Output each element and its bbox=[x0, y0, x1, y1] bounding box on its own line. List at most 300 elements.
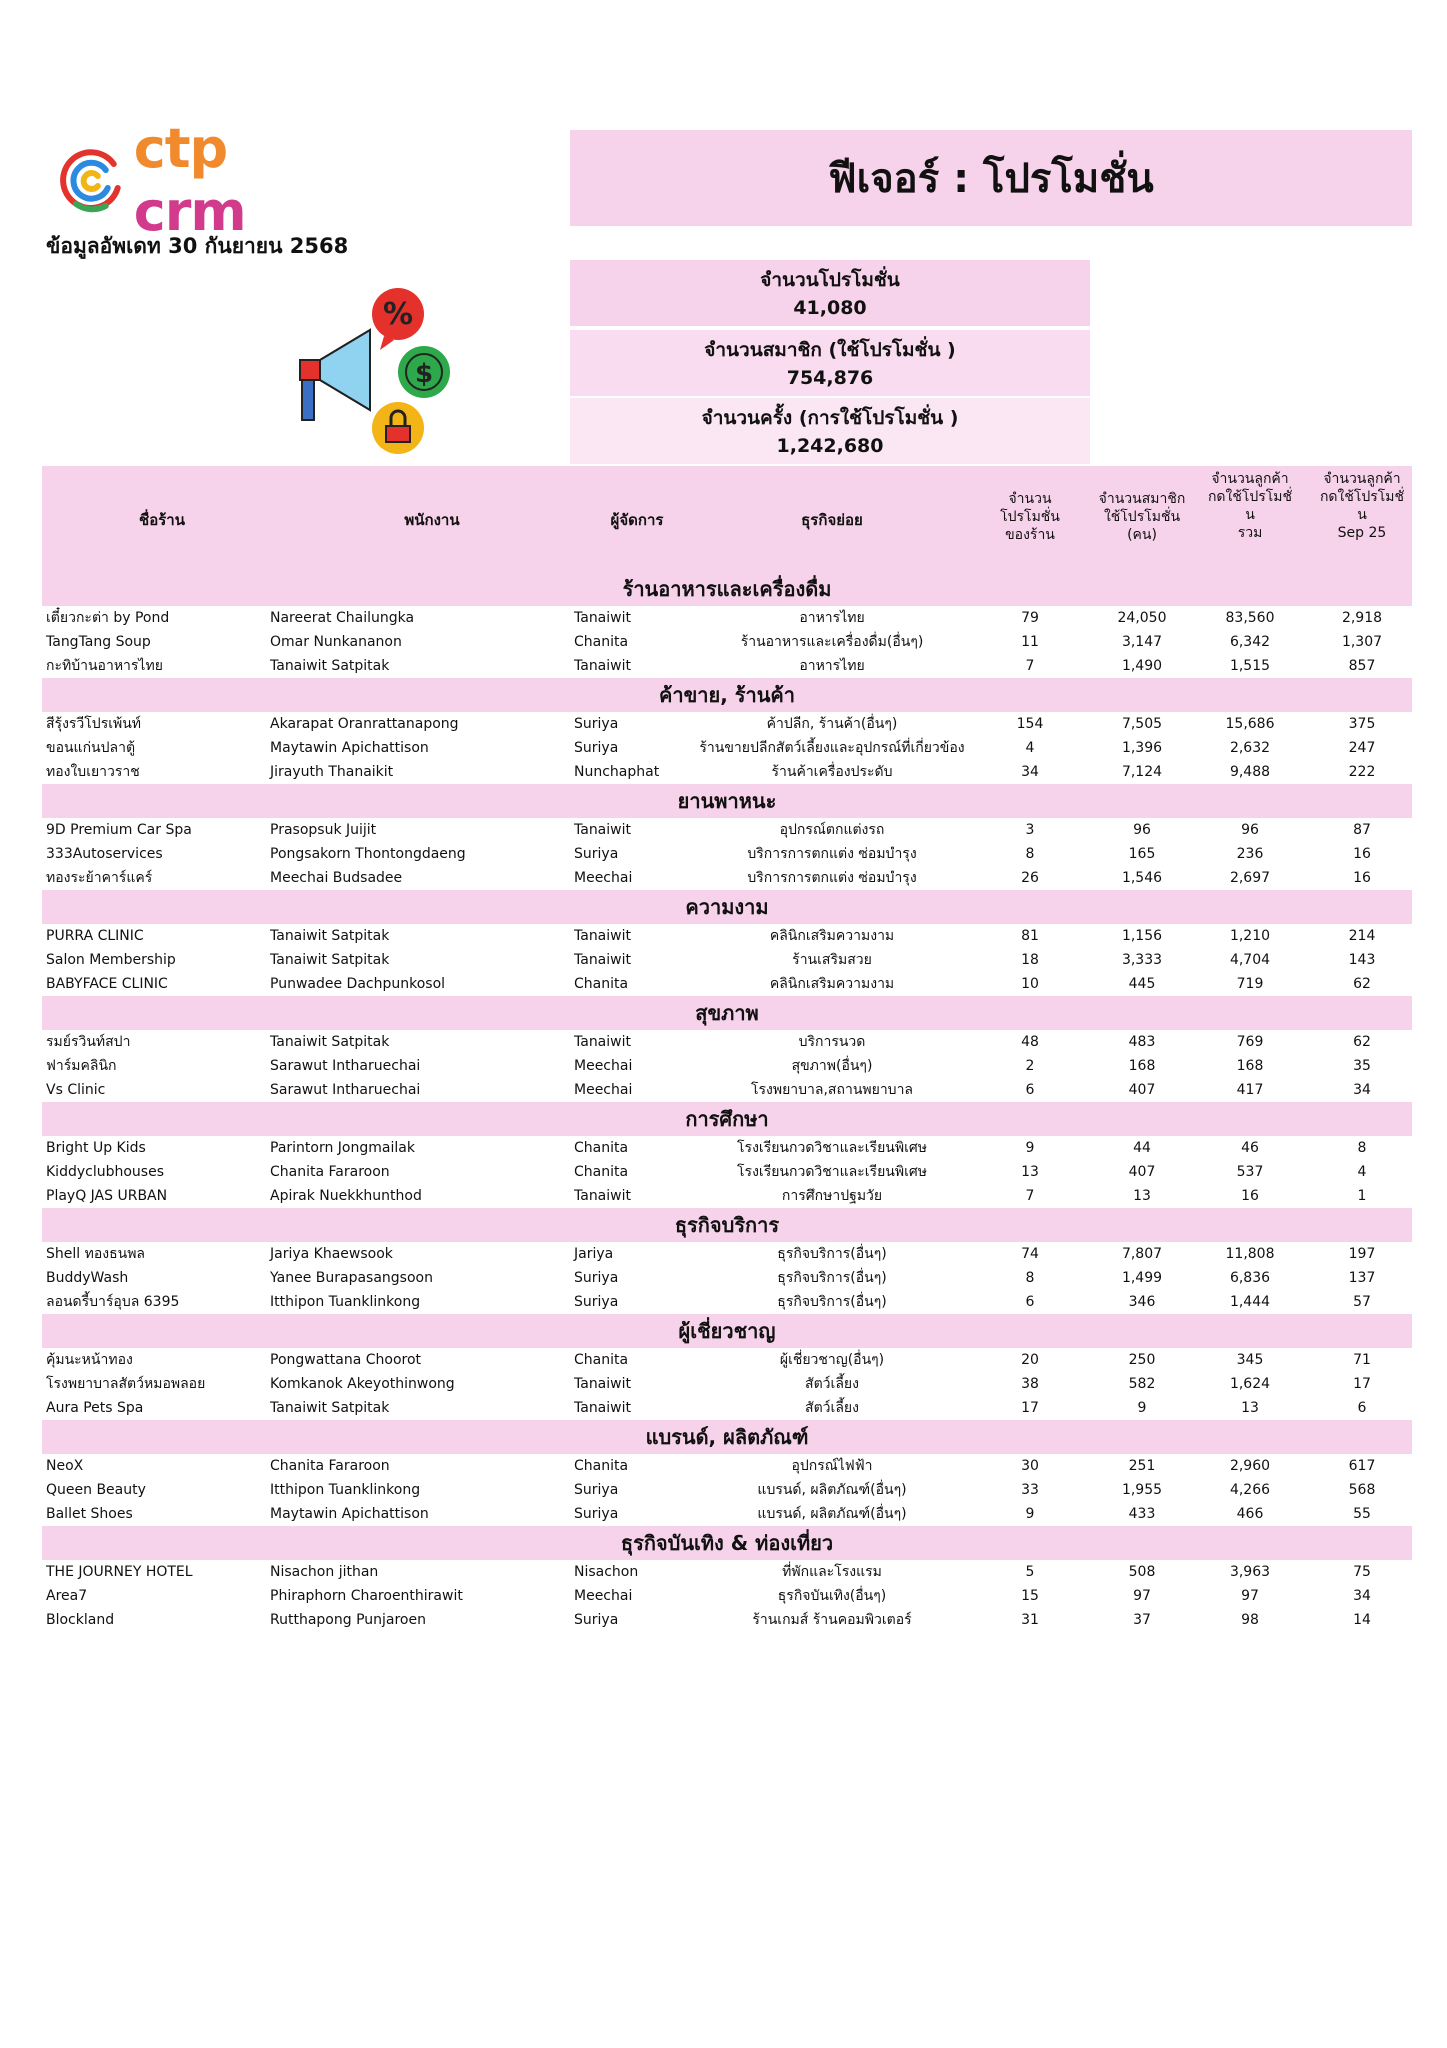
member-count: 7,807 bbox=[1121, 1246, 1163, 1262]
sub-business: สุขภาพ(อื่นๆ) bbox=[791, 1058, 873, 1074]
member-count: 9 bbox=[1137, 1400, 1147, 1416]
logo-text: ctp crm bbox=[133, 117, 246, 243]
table-row bbox=[42, 866, 1412, 890]
customer-month: 16 bbox=[1353, 846, 1371, 862]
category-header: ธุรกิจบริการ bbox=[42, 1208, 1412, 1242]
category-header: การศึกษา bbox=[42, 1102, 1412, 1136]
manager-name: Chanita bbox=[574, 1458, 629, 1474]
col-members: จำนวนสมาชิก ใช้โปรโมชั่น (คน) bbox=[1098, 491, 1186, 543]
sub-business: การศึกษาปฐมวัย bbox=[781, 1188, 883, 1204]
shop-name: คุ้มนะหน้าทอง bbox=[46, 1352, 133, 1368]
customer-total: 97 bbox=[1241, 1588, 1259, 1604]
customer-month: 857 bbox=[1348, 658, 1376, 674]
promo-count: 30 bbox=[1021, 1458, 1039, 1474]
customer-month: 71 bbox=[1353, 1352, 1371, 1368]
shop-name: ฟาร์มคลินิก bbox=[46, 1058, 117, 1074]
table-row bbox=[42, 1184, 1412, 1208]
member-count: 1,396 bbox=[1121, 740, 1163, 756]
employee-name: Rutthapong Punjaroen bbox=[270, 1612, 426, 1628]
table-row bbox=[42, 1030, 1412, 1054]
table-row bbox=[42, 606, 1412, 630]
member-count: 346 bbox=[1128, 1294, 1156, 1310]
manager-name: Suriya bbox=[574, 1482, 619, 1498]
sub-business: อุปกรณ์ไฟฟ้า bbox=[791, 1458, 873, 1474]
shop-name: Bright Up Kids bbox=[46, 1140, 146, 1156]
sub-business: ที่พักและโรงแรม bbox=[782, 1564, 882, 1580]
customer-month: 214 bbox=[1348, 928, 1376, 944]
employee-name: Punwadee Dachpunkosol bbox=[270, 976, 446, 992]
manager-name: Meechai bbox=[574, 1082, 633, 1098]
table-row bbox=[42, 1560, 1412, 1584]
table-row bbox=[42, 972, 1412, 996]
employee-name: Jariya Khaewsook bbox=[270, 1246, 393, 1262]
member-count: 445 bbox=[1128, 976, 1156, 992]
col-customers-month: จำนวนลูกค้า กดใช้โปรโมชั่ น Sep 25 bbox=[1319, 471, 1405, 541]
member-count: 1,955 bbox=[1121, 1482, 1163, 1498]
table-row bbox=[42, 1290, 1412, 1314]
promo-count: 17 bbox=[1021, 1400, 1039, 1416]
shop-name: ขอนแก่นปลาตู้ bbox=[46, 740, 136, 756]
manager-name: Chanita bbox=[574, 1140, 629, 1156]
member-count: 7,505 bbox=[1121, 716, 1163, 732]
member-count: 3,147 bbox=[1121, 634, 1163, 650]
shop-name: 9D Premium Car Spa bbox=[46, 822, 192, 838]
customer-total: 537 bbox=[1236, 1164, 1264, 1180]
promo-count: 38 bbox=[1021, 1376, 1039, 1392]
member-count: 483 bbox=[1128, 1034, 1156, 1050]
sub-business: โรงเรียนกวดวิชาและเรียนพิเศษ bbox=[737, 1140, 927, 1156]
sub-business: อาหารไทย bbox=[799, 610, 865, 626]
member-count: 1,546 bbox=[1121, 870, 1163, 886]
table-row bbox=[42, 1078, 1412, 1102]
promo-count: 81 bbox=[1021, 928, 1039, 944]
svg-text:$: $ bbox=[414, 359, 434, 389]
customer-month: 4 bbox=[1357, 1164, 1367, 1180]
manager-name: Tanaiwit bbox=[574, 822, 631, 838]
sub-business: ร้านขายปลีกสัตว์เลี้ยงและอุปกรณ์ที่เกี่ยวข้อง bbox=[699, 740, 965, 756]
employee-name: Chanita Fararoon bbox=[270, 1458, 390, 1474]
table-row bbox=[42, 1242, 1412, 1266]
category-header: ธุรกิจบันเทิง & ท่องเที่ยว bbox=[42, 1526, 1412, 1560]
customer-total: 15,686 bbox=[1225, 716, 1275, 732]
table-row bbox=[42, 842, 1412, 866]
col-manager: ผู้จัดการ bbox=[610, 511, 664, 529]
ctp-swirl-icon bbox=[56, 144, 128, 216]
member-count: 44 bbox=[1133, 1140, 1151, 1156]
category-header: ร้านอาหารและเครื่องดื่ม bbox=[42, 572, 1412, 606]
customer-month: 2,918 bbox=[1341, 610, 1383, 626]
shop-name: Kiddyclubhouses bbox=[46, 1164, 164, 1180]
manager-name: Suriya bbox=[574, 846, 619, 862]
customer-total: 3,963 bbox=[1229, 1564, 1271, 1580]
customer-total: 719 bbox=[1236, 976, 1264, 992]
employee-name: Chanita Fararoon bbox=[270, 1164, 390, 1180]
member-count: 7,124 bbox=[1121, 764, 1163, 780]
manager-name: Meechai bbox=[574, 1058, 633, 1074]
sub-business: แบรนด์, ผลิตภัณฑ์(อื่นๆ) bbox=[757, 1482, 907, 1498]
manager-name: Meechai bbox=[574, 870, 633, 886]
manager-name: Suriya bbox=[574, 740, 619, 756]
customer-month: 137 bbox=[1348, 1270, 1376, 1286]
employee-name: Phiraphorn Charoenthirawit bbox=[270, 1588, 463, 1604]
sub-business: อาหารไทย bbox=[799, 658, 865, 674]
promo-count: 2 bbox=[1025, 1058, 1035, 1074]
shop-name: กะทิบ้านอาหารไทย bbox=[46, 658, 163, 674]
customer-total: 4,266 bbox=[1229, 1482, 1271, 1498]
customer-month: 34 bbox=[1353, 1082, 1371, 1098]
member-count: 3,333 bbox=[1121, 952, 1163, 968]
promo-count: 48 bbox=[1021, 1034, 1039, 1050]
table-row bbox=[42, 1266, 1412, 1290]
promo-count: 33 bbox=[1021, 1482, 1039, 1498]
table-body bbox=[42, 572, 1412, 1632]
table-row bbox=[42, 1136, 1412, 1160]
table-row bbox=[42, 1454, 1412, 1478]
customer-total: 2,632 bbox=[1229, 740, 1271, 756]
sub-business: ธุรกิจบันเทิง(อื่นๆ) bbox=[777, 1588, 887, 1604]
sub-business: บริการการตกแต่ง ซ่อมบำรุง bbox=[747, 846, 917, 862]
customer-month: 375 bbox=[1348, 716, 1376, 732]
employee-name: Pongsakorn Thontongdaeng bbox=[270, 846, 466, 862]
employee-name: Maytawin Apichattison bbox=[270, 1506, 429, 1522]
table-row bbox=[42, 1160, 1412, 1184]
member-count: 407 bbox=[1128, 1082, 1156, 1098]
member-count: 251 bbox=[1128, 1458, 1156, 1474]
customer-total: 236 bbox=[1236, 846, 1264, 862]
col-employee: พนักงาน bbox=[404, 511, 460, 529]
customer-total: 6,342 bbox=[1229, 634, 1271, 650]
member-count: 433 bbox=[1128, 1506, 1156, 1522]
customer-total: 6,836 bbox=[1229, 1270, 1271, 1286]
sub-business: สัตว์เลี้ยง bbox=[805, 1400, 859, 1416]
sub-business: ร้านค้าเครื่องประดับ bbox=[771, 764, 893, 780]
shop-name: สีรุ้งรวีโปรเพ้นท์ bbox=[46, 716, 142, 732]
promo-count: 79 bbox=[1021, 610, 1039, 626]
update-date: ข้อมูลอัพเดท 30 กันยายน 2568 bbox=[46, 234, 349, 258]
member-count: 407 bbox=[1128, 1164, 1156, 1180]
manager-name: Tanaiwit bbox=[574, 610, 631, 626]
stat-promotion-count bbox=[570, 260, 1090, 326]
employee-name: Jirayuth Thanaikit bbox=[270, 764, 394, 780]
customer-total: 11,808 bbox=[1225, 1246, 1275, 1262]
shop-name: TangTang Soup bbox=[46, 634, 151, 650]
shop-name: PURRA CLINIC bbox=[46, 928, 144, 944]
customer-total: 98 bbox=[1241, 1612, 1259, 1628]
col-shop: ชื่อร้าน bbox=[139, 511, 185, 529]
manager-name: Suriya bbox=[574, 1612, 619, 1628]
employee-name: Itthipon Tuanklinkong bbox=[270, 1482, 421, 1498]
customer-month: 62 bbox=[1353, 976, 1371, 992]
customer-total: 9,488 bbox=[1229, 764, 1271, 780]
shop-name: Vs Clinic bbox=[46, 1082, 106, 1098]
employee-name: Apirak Nuekkhunthod bbox=[270, 1188, 422, 1204]
promo-count: 8 bbox=[1025, 1270, 1035, 1286]
member-count: 508 bbox=[1128, 1564, 1156, 1580]
category-header: ความงาม bbox=[42, 890, 1412, 924]
member-count: 582 bbox=[1128, 1376, 1156, 1392]
table-row bbox=[42, 1054, 1412, 1078]
manager-name: Tanaiwit bbox=[574, 1400, 631, 1416]
shop-name: ทองระย้าคาร์แคร์ bbox=[46, 870, 153, 886]
promo-count: 5 bbox=[1025, 1564, 1035, 1580]
employee-name: Tanaiwit Satpitak bbox=[270, 1034, 390, 1050]
customer-total: 1,624 bbox=[1229, 1376, 1271, 1392]
sub-business: ธุรกิจบริการ(อื่นๆ) bbox=[777, 1246, 887, 1262]
table-header bbox=[42, 466, 1412, 572]
employee-name: Tanaiwit Satpitak bbox=[270, 952, 390, 968]
shop-name: Shell ทองธนพล bbox=[46, 1246, 145, 1262]
table-row bbox=[42, 924, 1412, 948]
customer-total: 1,444 bbox=[1229, 1294, 1271, 1310]
customer-month: 34 bbox=[1353, 1588, 1371, 1604]
member-count: 37 bbox=[1133, 1612, 1151, 1628]
shop-name: PlayQ JAS URBAN bbox=[46, 1188, 168, 1204]
manager-name: Chanita bbox=[574, 976, 629, 992]
member-count: 24,050 bbox=[1117, 610, 1167, 626]
category-header: ผู้เชี่ยวชาญ bbox=[42, 1314, 1412, 1348]
category-header: สุขภาพ bbox=[42, 996, 1412, 1030]
manager-name: Nisachon bbox=[574, 1564, 639, 1580]
manager-name: Tanaiwit bbox=[574, 952, 631, 968]
shop-name: Aura Pets Spa bbox=[46, 1400, 144, 1416]
customer-month: 197 bbox=[1348, 1246, 1376, 1262]
manager-name: Tanaiwit bbox=[574, 1376, 631, 1392]
shop-name: ลอนดรี้บาร์อุบล 6395 bbox=[46, 1294, 180, 1310]
member-count: 165 bbox=[1128, 846, 1156, 862]
employee-name: Maytawin Apichattison bbox=[270, 740, 429, 756]
employee-name: Tanaiwit Satpitak bbox=[270, 1400, 390, 1416]
table-row bbox=[42, 760, 1412, 784]
table-row bbox=[42, 654, 1412, 678]
employee-name: Itthipon Tuanklinkong bbox=[270, 1294, 421, 1310]
promo-count: 7 bbox=[1025, 658, 1035, 674]
manager-name: Suriya bbox=[574, 1270, 619, 1286]
shop-name: เตี๋ยวกะต่า by Pond bbox=[46, 610, 170, 626]
member-count: 1,499 bbox=[1121, 1270, 1163, 1286]
shop-name: NeoX bbox=[46, 1458, 84, 1474]
customer-month: 35 bbox=[1353, 1058, 1371, 1074]
stat-value: 1,242,680 bbox=[776, 435, 884, 457]
customer-total: 345 bbox=[1236, 1352, 1264, 1368]
sub-business: ร้านเสริมสวย bbox=[792, 952, 872, 968]
shop-name: Salon Membership bbox=[46, 952, 176, 968]
employee-name: Pongwattana Choorot bbox=[270, 1352, 422, 1368]
sub-business: คลินิกเสริมความงาม bbox=[769, 928, 895, 944]
customer-total: 417 bbox=[1236, 1082, 1264, 1098]
customer-month: 55 bbox=[1353, 1506, 1371, 1522]
member-count: 13 bbox=[1133, 1188, 1151, 1204]
manager-name: Nunchaphat bbox=[574, 764, 660, 780]
sub-business: ธุรกิจบริการ(อื่นๆ) bbox=[777, 1294, 887, 1310]
table-row bbox=[42, 1396, 1412, 1420]
sub-business: ร้านอาหารและเครื่องดื่ม(อื่นๆ) bbox=[740, 634, 924, 650]
table-row bbox=[42, 1478, 1412, 1502]
customer-month: 1,307 bbox=[1341, 634, 1383, 650]
shop-name: THE JOURNEY HOTEL bbox=[46, 1564, 193, 1580]
customer-total: 1,515 bbox=[1229, 658, 1271, 674]
shop-name: รมย์รวินท์สปา bbox=[46, 1034, 131, 1050]
table-row bbox=[42, 948, 1412, 972]
employee-name: Akarapat Oranrattanapong bbox=[270, 716, 459, 732]
employee-name: Sarawut Intharuechai bbox=[270, 1058, 421, 1074]
promo-count: 4 bbox=[1025, 740, 1035, 756]
manager-name: Tanaiwit bbox=[574, 1188, 631, 1204]
manager-name: Tanaiwit bbox=[574, 1034, 631, 1050]
shop-name: Area7 bbox=[46, 1588, 88, 1604]
stat-label: จำนวนสมาชิก (ใช้โปรโมชั่น ) bbox=[704, 339, 956, 361]
customer-month: 6 bbox=[1357, 1400, 1367, 1416]
customer-month: 17 bbox=[1353, 1376, 1371, 1392]
manager-name: Tanaiwit bbox=[574, 658, 631, 674]
customer-month: 247 bbox=[1348, 740, 1376, 756]
employee-name: Omar Nunkananon bbox=[270, 634, 402, 650]
sub-business: ธุรกิจบริการ(อื่นๆ) bbox=[777, 1270, 887, 1286]
megaphone-promotion-icon bbox=[280, 280, 460, 460]
promo-count: 154 bbox=[1016, 716, 1044, 732]
promo-count: 20 bbox=[1021, 1352, 1039, 1368]
shop-name: 333Autoservices bbox=[46, 846, 163, 862]
sub-business: ร้านเกมส์ ร้านคอมพิวเตอร์ bbox=[752, 1612, 912, 1628]
customer-month: 16 bbox=[1353, 870, 1371, 886]
promo-count: 8 bbox=[1025, 846, 1035, 862]
employee-name: Tanaiwit Satpitak bbox=[270, 658, 390, 674]
customer-month: 617 bbox=[1348, 1458, 1376, 1474]
customer-total: 2,960 bbox=[1229, 1458, 1271, 1474]
employee-name: Nisachon jithan bbox=[270, 1564, 379, 1580]
customer-total: 13 bbox=[1241, 1400, 1259, 1416]
customer-month: 87 bbox=[1353, 822, 1371, 838]
customer-month: 57 bbox=[1353, 1294, 1371, 1310]
employee-name: Tanaiwit Satpitak bbox=[270, 928, 390, 944]
customer-month: 8 bbox=[1357, 1140, 1367, 1156]
customer-month: 14 bbox=[1353, 1612, 1371, 1628]
sub-business: อุปกรณ์ตกแต่งรถ bbox=[779, 822, 885, 838]
promo-count: 9 bbox=[1025, 1140, 1035, 1156]
promo-count: 6 bbox=[1025, 1294, 1035, 1310]
col-customers-total: จำนวนลูกค้า กดใช้โปรโมชั่ น รวม bbox=[1207, 471, 1293, 541]
member-count: 97 bbox=[1133, 1588, 1151, 1604]
sub-business: บริการนวด bbox=[798, 1034, 866, 1050]
customer-total: 4,704 bbox=[1229, 952, 1271, 968]
stat-label: จำนวนโปรโมชั่น bbox=[760, 269, 900, 291]
manager-name: Chanita bbox=[574, 1352, 629, 1368]
member-count: 1,156 bbox=[1121, 928, 1163, 944]
promo-count: 6 bbox=[1025, 1082, 1035, 1098]
manager-name: Chanita bbox=[574, 1164, 629, 1180]
promo-count: 15 bbox=[1021, 1588, 1039, 1604]
customer-total: 2,697 bbox=[1229, 870, 1271, 886]
customer-total: 96 bbox=[1241, 822, 1259, 838]
customer-month: 1 bbox=[1357, 1188, 1367, 1204]
customer-month: 75 bbox=[1353, 1564, 1371, 1580]
table-row bbox=[42, 1348, 1412, 1372]
manager-name: Suriya bbox=[574, 1506, 619, 1522]
table-row bbox=[42, 1608, 1412, 1632]
page-title: ฟีเจอร์ : โปรโมชั่น bbox=[570, 130, 1412, 226]
stat-value: 754,876 bbox=[786, 367, 874, 389]
customer-total: 168 bbox=[1236, 1058, 1264, 1074]
customer-total: 769 bbox=[1236, 1034, 1264, 1050]
promo-count: 9 bbox=[1025, 1506, 1035, 1522]
table-row bbox=[42, 1372, 1412, 1396]
stat-usage-count bbox=[570, 398, 1090, 464]
employee-name: Sarawut Intharuechai bbox=[270, 1082, 421, 1098]
sub-business: บริการการตกแต่ง ซ่อมบำรุง bbox=[747, 870, 917, 886]
manager-name: Tanaiwit bbox=[574, 928, 631, 944]
sub-business: โรงพยาบาล,สถานพยาบาล bbox=[750, 1082, 914, 1098]
sub-business: แบรนด์, ผลิตภัณฑ์(อื่นๆ) bbox=[757, 1506, 907, 1522]
employee-name: Prasopsuk Juijit bbox=[270, 822, 377, 838]
promo-count: 31 bbox=[1021, 1612, 1039, 1628]
employee-name: Parintorn Jongmailak bbox=[270, 1140, 415, 1156]
promo-count: 34 bbox=[1021, 764, 1039, 780]
stat-value: 41,080 bbox=[793, 297, 867, 319]
promo-count: 26 bbox=[1021, 870, 1039, 886]
sub-business: สัตว์เลี้ยง bbox=[805, 1376, 859, 1392]
member-count: 250 bbox=[1128, 1352, 1156, 1368]
table-row bbox=[42, 630, 1412, 654]
customer-month: 222 bbox=[1348, 764, 1376, 780]
stat-member-count bbox=[570, 330, 1090, 396]
promo-count: 13 bbox=[1021, 1164, 1039, 1180]
employee-name: Meechai Budsadee bbox=[270, 870, 403, 886]
shop-name: ทองใบเยาวราช bbox=[46, 764, 140, 780]
promo-count: 18 bbox=[1021, 952, 1039, 968]
col-sub-business: ธุรกิจย่อย bbox=[801, 511, 863, 529]
category-header: ค้าขาย, ร้านค้า bbox=[42, 678, 1412, 712]
manager-name: Meechai bbox=[574, 1588, 633, 1604]
sub-business: ค้าปลีก, ร้านค้า(อื่นๆ) bbox=[766, 716, 898, 732]
table-row bbox=[42, 1502, 1412, 1526]
employee-name: Komkanok Akeyothinwong bbox=[270, 1376, 455, 1392]
member-count: 1,490 bbox=[1121, 658, 1163, 674]
shop-name: โรงพยาบาลสัตว์หมอพลอย bbox=[46, 1376, 206, 1392]
customer-total: 16 bbox=[1241, 1188, 1259, 1204]
table-row bbox=[42, 1584, 1412, 1608]
manager-name: Chanita bbox=[574, 634, 629, 650]
promo-count: 3 bbox=[1025, 822, 1035, 838]
member-count: 168 bbox=[1128, 1058, 1156, 1074]
employee-name: Yanee Burapasangsoon bbox=[270, 1270, 433, 1286]
table-row bbox=[42, 818, 1412, 842]
employee-name: Nareerat Chailungka bbox=[270, 610, 415, 626]
category-header: แบรนด์, ผลิตภัณฑ์ bbox=[42, 1420, 1412, 1454]
promo-count: 74 bbox=[1021, 1246, 1039, 1262]
promo-count: 10 bbox=[1021, 976, 1039, 992]
sub-business: โรงเรียนกวดวิชาและเรียนพิเศษ bbox=[737, 1164, 927, 1180]
ctp-crm-logo bbox=[56, 117, 356, 243]
promo-count: 11 bbox=[1021, 634, 1039, 650]
manager-name: Suriya bbox=[574, 716, 619, 732]
customer-month: 568 bbox=[1348, 1482, 1376, 1498]
shop-name: BuddyWash bbox=[46, 1270, 129, 1286]
customer-month: 62 bbox=[1353, 1034, 1371, 1050]
promo-count: 7 bbox=[1025, 1188, 1035, 1204]
manager-name: Jariya bbox=[574, 1246, 614, 1262]
shop-name: Blockland bbox=[46, 1612, 115, 1628]
customer-total: 1,210 bbox=[1229, 928, 1271, 944]
stat-label: จำนวนครั้ง (การใช้โปรโมชั่น ) bbox=[701, 407, 959, 429]
category-header: ยานพาหนะ bbox=[42, 784, 1412, 818]
sub-business: คลินิกเสริมความงาม bbox=[769, 976, 895, 992]
member-count: 96 bbox=[1133, 822, 1151, 838]
table-row bbox=[42, 712, 1412, 736]
shop-name: BABYFACE CLINIC bbox=[46, 976, 168, 992]
manager-name: Suriya bbox=[574, 1294, 619, 1310]
sub-business: ผู้เชี่ยวชาญ(อื่นๆ) bbox=[779, 1352, 885, 1368]
svg-text:%: % bbox=[382, 297, 414, 332]
shop-name: Ballet Shoes bbox=[46, 1506, 133, 1522]
